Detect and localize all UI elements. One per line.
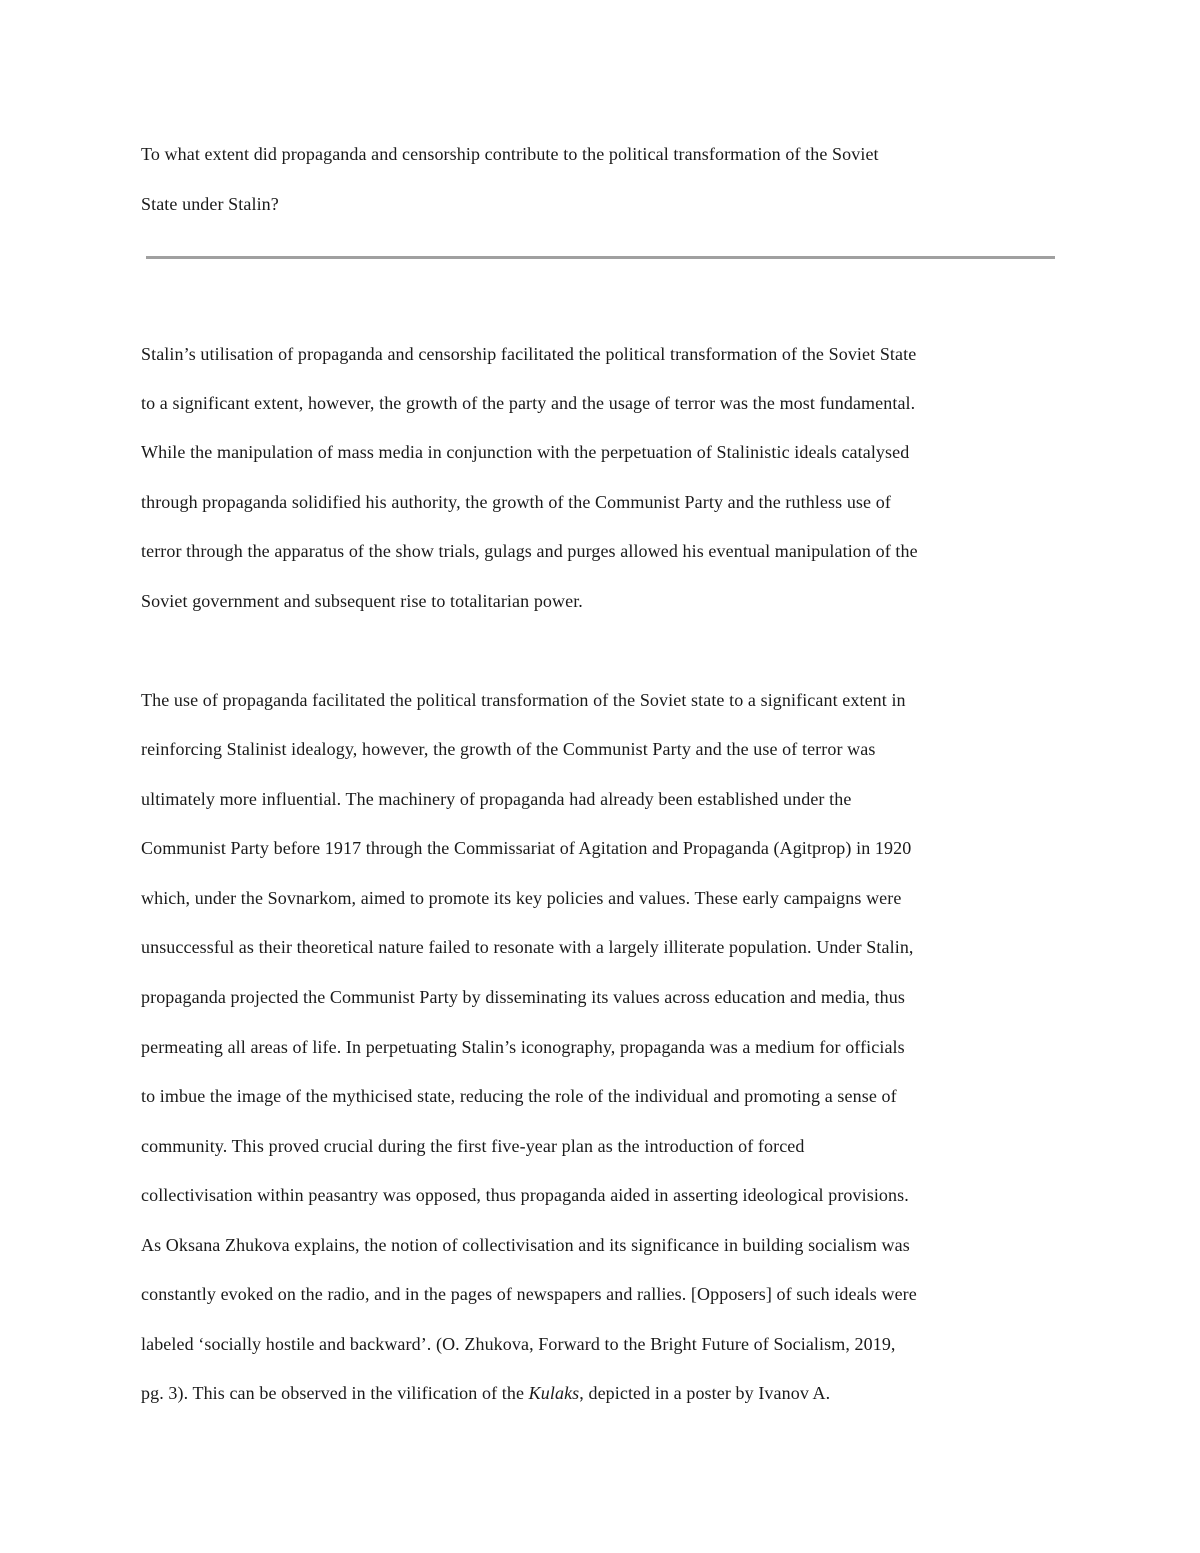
horizontal-rule	[146, 256, 1055, 259]
paragraph-2-line: ultimately more influential. The machinery of propaganda had already been established under the	[141, 789, 852, 809]
paragraph-1-line: through propaganda solidified his authority, the growth of the Communist Party and the ruthless use of	[141, 492, 891, 512]
paragraph-1-line: to a significant extent, however, the growth of the party and the usage of terror was the most fundamental.	[141, 393, 916, 413]
last-line-after: , depicted in a poster by Ivanov A.	[579, 1383, 831, 1403]
paragraph-2-line: unsuccessful as their theoretical nature failed to resonate with a largely illiterate population. Under Stalin,	[141, 937, 914, 957]
title-line-2: State under Stalin?	[141, 194, 279, 214]
paragraph-2-line: which, under the Sovnarkom, aimed to promote its key policies and values. These early campaigns were	[141, 888, 902, 908]
paragraph-2-line: collectivisation within peasantry was opposed, thus propaganda aided in asserting ideological provisions.	[141, 1185, 909, 1205]
paragraph-2-line: The use of propaganda facilitated the political transformation of the Soviet state to a significant extent in	[141, 690, 906, 710]
paragraph-1-line: While the manipulation of mass media in conjunction with the perpetuation of Stalinistic ideals catalysed	[141, 442, 910, 462]
paragraph-1-line: Soviet government and subsequent rise to totalitarian power.	[141, 591, 583, 611]
paragraph-1-line: Stalin’s utilisation of propaganda and censorship facilitated the political transformation of the Soviet State	[141, 344, 917, 364]
title-line-1: To what extent did propaganda and censorship contribute to the political transformation of the Soviet	[141, 144, 879, 164]
paragraph-2-last-line	[141, 1381, 830, 1405]
paragraph-2-line: permeating all areas of life. In perpetuating Stalin’s iconography, propaganda was a medium for officials	[141, 1037, 905, 1057]
paragraph-2-line: Communist Party before 1917 through the Commissariat of Agitation and Propaganda (Agitprop) in 1920	[141, 838, 912, 858]
paragraph-1-line: terror through the apparatus of the show trials, gulags and purges allowed his eventual manipulation of the	[141, 541, 918, 561]
kulaks-italic: Kulaks	[528, 1383, 580, 1403]
paragraph-2-line: constantly evoked on the radio, and in the pages of newspapers and rallies. [Opposers] of such ideals were	[141, 1284, 917, 1304]
paragraph-2-line: community. This proved crucial during the first five-year plan as the introduction of forced	[141, 1136, 805, 1156]
paragraph-2-line: to imbue the image of the mythicised state, reducing the role of the individual and promoting a sense of	[141, 1086, 897, 1106]
paragraph-2-line: reinforcing Stalinist idealogy, however, the growth of the Communist Party and the use of terror was	[141, 739, 876, 759]
last-line-before: pg. 3). This can be observed in the vilification of the	[141, 1383, 529, 1403]
paragraph-2-line: propaganda projected the Communist Party by disseminating its values across education and media, thus	[141, 987, 905, 1007]
paragraph-2-line: labeled ‘socially hostile and backward’. (O. Zhukova, Forward to the Bright Future of Socialism, 2019,	[141, 1334, 896, 1354]
paragraph-2-line: As Oksana Zhukova explains, the notion of collectivisation and its significance in building socialism was	[141, 1235, 910, 1255]
